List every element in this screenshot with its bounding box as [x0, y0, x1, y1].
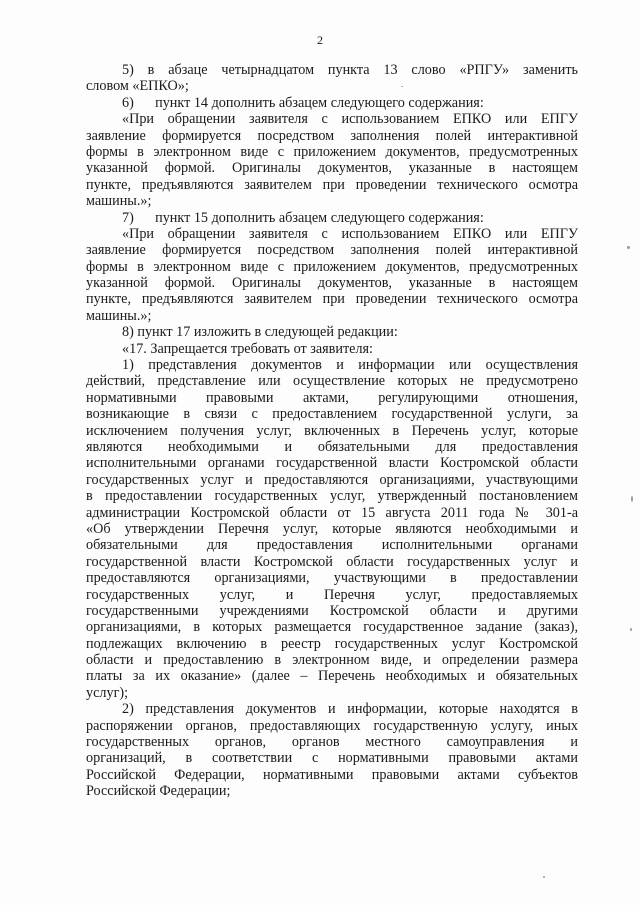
text-line: формы в электронном виде с приложением документов, предусмотренных: [86, 258, 578, 275]
text-line: формы в электронном виде с приложением документов, предусмотренных: [86, 143, 578, 160]
text-line: пункте, предъявляются заявителем при проведении технического осмотра: [86, 176, 578, 193]
scan-speck: [627, 246, 630, 249]
text-line: «17. Запрещается требовать от заявителя:: [122, 340, 373, 357]
text-line: заявление формируется посредством заполнения полей интерактивной: [86, 127, 578, 144]
text-line: организациями, в которых размещается государственное задание (заказ),: [86, 619, 578, 636]
text-line: 1) представления документов и информации или осуществления: [122, 357, 578, 374]
text-line: пункте, предъявляются заявителем при проведении технического осмотра: [86, 291, 578, 308]
text-line: возникающие в связи с предоставлением государственной услуги, за: [86, 406, 578, 423]
text-line: Российской Федерации, нормативными правовыми актами субъектов: [86, 766, 578, 783]
text-line: 2) представления документов и информации, которые находятся в: [122, 701, 578, 718]
text-line: заявление формируется посредством заполнения полей интерактивной: [86, 242, 578, 259]
text-line: Российской Федерации;: [86, 783, 231, 800]
text-line: государственных услуг и предоставляются организациями, участвующими: [86, 471, 578, 488]
scan-speck: [543, 876, 545, 878]
text-line: словом «ЕПКО»;: [86, 78, 189, 95]
text-line: «Об утверждении Перечня услуг, которые являются необходимыми и: [86, 520, 578, 537]
text-line: подлежащих включению в реестр государственных услуг Костромской: [86, 635, 578, 652]
text-line: государственных услуг, и Перечня услуг, предоставляемых: [86, 586, 578, 603]
text-line: 8) пункт 17 изложить в следующей редакции:: [122, 324, 398, 341]
text-line: государственной власти Костромской области государственных услуг и: [86, 553, 578, 570]
text-line: в предоставлении государственных услуг, утвержденный постановлением: [86, 488, 578, 505]
scan-speck: [630, 628, 632, 631]
text-line: действий, представление или осуществление которых не предусмотрено: [86, 373, 578, 390]
text-line: государственных органов, органов местного самоуправления и: [86, 734, 578, 751]
text-line: машины.»;: [86, 193, 152, 210]
body-text: [86, 62, 578, 800]
text-line: являются необходимыми и обязательными для предоставления: [86, 438, 578, 455]
text-line: организаций, в соответствии с нормативными правовыми актами: [86, 750, 578, 767]
scan-speck: [631, 496, 633, 502]
text-line: указанной формой. Оригиналы документов, указанные в настоящем: [86, 275, 578, 292]
text-line: администрации Костромской области от 15 августа 2011 года № 301-а: [86, 504, 578, 521]
page-number: 2: [317, 33, 323, 47]
text-line: указанной формой. Оригиналы документов, указанные в настоящем: [86, 160, 578, 177]
text-line: 7) пункт 15 дополнить абзацем следующего содержания:: [122, 209, 484, 226]
text-line: государственными учреждениями Костромской области и другими: [86, 602, 578, 619]
text-line: 5) в абзаце четырнадцатом пункта 13 слово «РПГУ» заменить: [122, 62, 578, 78]
text-line: 6) пункт 14 дополнить абзацем следующего содержания:: [122, 94, 484, 111]
text-line: области и предоставлению в электронном виде, и определении размера: [86, 652, 578, 669]
text-line: предоставляются организациями, участвующими в предоставлении: [86, 570, 578, 587]
text-line: услуг);: [86, 684, 129, 701]
text-line: нормативными правовыми актами, регулирующими отношения,: [86, 389, 578, 406]
text-line: исключением получения услуг, включенных в Перечень услуг, которые: [86, 422, 578, 439]
text-line: «При обращении заявителя с использованием ЕПКО или ЕПГУ: [122, 111, 578, 128]
scan-speck: [401, 86, 403, 87]
text-line: распоряжении органов, предоставляющих государственную услугу, иных: [86, 717, 578, 734]
text-line: платы за их оказание» (далее – Перечень необходимых и обязательных: [86, 668, 578, 685]
text-line: машины.»;: [86, 307, 152, 324]
text-line: обязательными для предоставления исполнительными органами: [86, 537, 578, 554]
text-line: исполнительными органами государственной власти Костромской области: [86, 455, 578, 472]
text-line: «При обращении заявителя с использованием ЕПКО или ЕПГУ: [122, 225, 578, 242]
